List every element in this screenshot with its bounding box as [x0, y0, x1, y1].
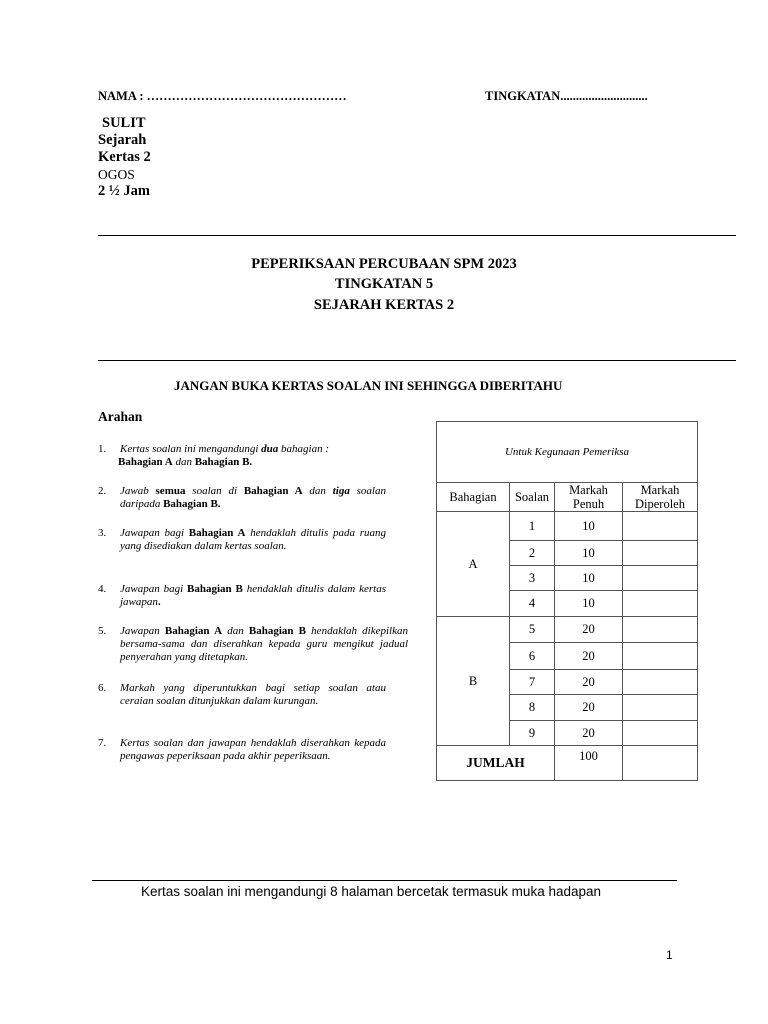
arahan-item-5: 5. Jawapan Bahagian A dan Bahagian B hendaklah dikepilkan bersama-sama dan diserahkan kepada guru mengikut jadual penyerahan yang ditetapkan.: [98, 625, 408, 663]
table-row-soalan: 8: [510, 695, 555, 721]
diperoleh-input-7[interactable]: [623, 670, 698, 695]
table-row-penuh: 20: [555, 617, 623, 643]
marks-table: [436, 421, 698, 781]
diperoleh-input-9[interactable]: [623, 721, 698, 746]
divider-bottom: [92, 880, 677, 881]
table-row-penuh: 20: [555, 670, 623, 695]
table-row-soalan: 4: [510, 591, 555, 617]
warning-text: JANGAN BUKA KERTAS SOALAN INI SEHINGGA DIBERITAHU: [174, 378, 563, 393]
table-row-soalan: 5: [510, 617, 555, 643]
subject-label: Sejarah: [98, 132, 147, 148]
duration-label: 2 ½ Jam: [98, 183, 150, 199]
divider-middle: [98, 360, 736, 361]
header-bahagian: Bahagian: [437, 483, 510, 512]
table-row-penuh: 10: [555, 591, 623, 617]
table-row-soalan: 1: [510, 512, 555, 541]
arahan-heading: Arahan: [98, 409, 143, 424]
diperoleh-input-5[interactable]: [623, 617, 698, 643]
footer-note: Kertas soalan ini mengandungi 8 halaman bercetak termasuk muka hadapan: [140, 884, 602, 899]
diperoleh-input-1[interactable]: [623, 512, 698, 541]
paper-label: Kertas 2: [98, 149, 151, 165]
table-row-penuh: 10: [555, 512, 623, 541]
arahan-item-1: 1. Kertas soalan ini mengandungi dua bahagian : Bahagian A dan Bahagian B.: [98, 443, 330, 468]
exam-title: PEPERIKSAAN PERCUBAAN SPM 2023: [251, 256, 517, 272]
table-row-penuh: 10: [555, 541, 623, 566]
arahan-item-6: 6. Markah yang diperuntukkan bagi setiap soalan atau ceraian soalan ditunjukkan dalam kurungan.: [98, 682, 386, 707]
exam-paper: SEJARAH KERTAS 2: [313, 297, 455, 313]
diperoleh-input-8[interactable]: [623, 695, 698, 721]
diperoleh-input-3[interactable]: [623, 566, 698, 591]
arahan-item-4: 4. Jawapan bagi Bahagian B hendaklah ditulis dalam kertas jawapan.: [98, 583, 386, 608]
table-row-soalan: 2: [510, 541, 555, 566]
table-row-soalan: 7: [510, 670, 555, 695]
total-label: JUMLAH: [437, 746, 555, 781]
divider-top: [98, 235, 736, 236]
sulit-label: SULIT: [102, 115, 146, 131]
tingkatan-field: TINGKATAN............................: [485, 89, 648, 103]
nama-field: NAMA : …………………………………………: [98, 89, 347, 103]
arahan-item-2: 2. Jawab semua soalan di Bahagian A dan tiga soalan daripada Bahagian B.: [98, 485, 386, 510]
page-number: 1: [666, 948, 673, 962]
table-row-soalan: 9: [510, 721, 555, 746]
table-row-penuh: 10: [555, 566, 623, 591]
table-row-soalan: 6: [510, 643, 555, 670]
section-b-cell: B: [437, 617, 510, 746]
total-value: 100: [555, 746, 623, 781]
arahan-item-7: 7. Kertas soalan dan jawapan hendaklah diserahkan kepada pengawas peperiksaan pada akhir peperiksaan.: [98, 737, 386, 762]
header-markah-penuh: Markah Penuh: [555, 483, 623, 512]
section-a-cell: A: [437, 512, 510, 617]
month-label: OGOS: [98, 167, 135, 182]
table-row-penuh: 20: [555, 721, 623, 746]
arahan-item-3: 3. Jawapan bagi Bahagian A hendaklah ditulis pada ruang yang disediakan dalam kertas soalan.: [98, 527, 386, 552]
diperoleh-input-2[interactable]: [623, 541, 698, 566]
table-caption: Untuk Kegunaan Pemeriksa: [437, 422, 698, 483]
table-row-penuh: 20: [555, 695, 623, 721]
diperoleh-total-input[interactable]: [623, 746, 698, 781]
exam-form: TINGKATAN 5: [334, 276, 434, 292]
header-soalan: Soalan: [510, 483, 555, 512]
table-row-soalan: 3: [510, 566, 555, 591]
diperoleh-input-6[interactable]: [623, 643, 698, 670]
header-markah-diperoleh: Markah Diperoleh: [623, 483, 698, 512]
table-row-penuh: 20: [555, 643, 623, 670]
diperoleh-input-4[interactable]: [623, 591, 698, 617]
